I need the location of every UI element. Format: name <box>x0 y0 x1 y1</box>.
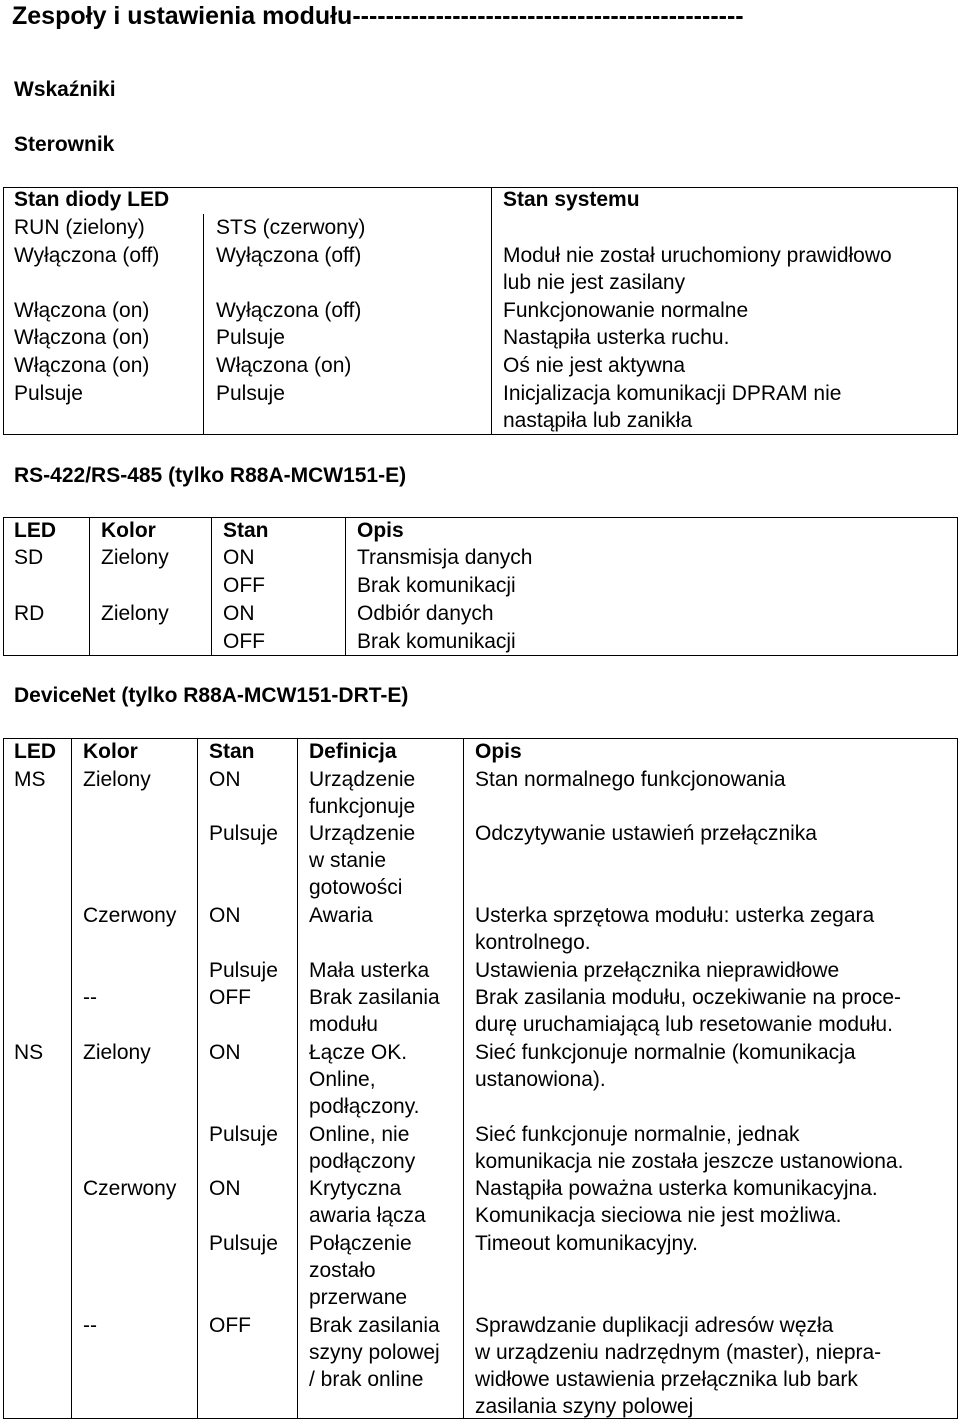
subheader-run: RUN (zielony) <box>14 216 145 239</box>
table-cell: Funkcjonowanie normalne <box>503 299 749 322</box>
table-cell: Awaria <box>309 904 373 927</box>
table-cell: Brak komunikacji <box>357 574 516 597</box>
table-border <box>297 738 298 1419</box>
table-cell: gotowości <box>309 876 403 899</box>
table-cell: Zielony <box>83 768 151 791</box>
table-cell: OFF <box>223 630 265 653</box>
table-border <box>3 517 958 518</box>
table-cell: Online, <box>309 1068 376 1091</box>
table-cell: Wyłączona (off) <box>216 244 362 267</box>
table-border <box>3 187 4 435</box>
table-cell: Pulsuje <box>216 326 285 349</box>
table-cell: Mała usterka <box>309 959 430 982</box>
table-cell: Brak zasilania modułu, oczekiwanie na proce- <box>475 986 902 1009</box>
table-cell: Urządzenie <box>309 822 416 845</box>
header-desc: Opis <box>475 740 522 763</box>
header-led: LED <box>14 519 56 542</box>
section-heading-controller: Sterownik <box>14 133 115 156</box>
header-state: Stan <box>223 519 269 542</box>
table-cell: szyny polowej <box>309 1341 440 1364</box>
table-cell: przerwane <box>309 1286 408 1309</box>
table-cell: OFF <box>209 1314 251 1337</box>
table-cell: w stanie <box>309 849 387 872</box>
table-cell: Pulsuje <box>209 1232 278 1255</box>
table-cell: podłączony. <box>309 1095 420 1118</box>
table-cell: Stan normalnego funkcjonowania <box>475 768 786 791</box>
table-cell: ON <box>209 1041 241 1064</box>
table-cell: RD <box>14 602 45 625</box>
table-cell: Odbiór danych <box>357 602 494 625</box>
table-cell: SD <box>14 546 44 569</box>
header-color: Kolor <box>83 740 138 763</box>
table-cell: Nastąpiła usterka ruchu. <box>503 326 730 349</box>
table-border <box>957 738 958 1419</box>
table-cell: Moduł nie został uruchomiony prawidłowo <box>503 244 892 267</box>
table-border <box>463 738 464 1419</box>
table-cell: Odczytywanie ustawień przełącznika <box>475 822 817 845</box>
table-cell: Zielony <box>83 1041 151 1064</box>
table-cell: -- <box>83 1314 97 1337</box>
table-cell: Czerwony <box>83 1177 177 1200</box>
table-cell: ON <box>223 546 255 569</box>
table-cell: Połączenie <box>309 1232 412 1255</box>
section-heading-rs: RS-422/RS-485 (tylko R88A-MCW151-E) <box>14 464 407 487</box>
table-border <box>491 187 492 435</box>
header-system-state: Stan systemu <box>503 188 640 211</box>
table-border <box>89 517 90 656</box>
table-cell: Ustawienia przełącznika nieprawidłowe <box>475 959 840 982</box>
table-cell: OFF <box>209 986 251 1009</box>
table-cell: Urządzenie <box>309 768 416 791</box>
table-cell: Łącze OK. <box>309 1041 408 1064</box>
table-border <box>203 214 204 435</box>
header-color: Kolor <box>101 519 156 542</box>
table-border <box>3 738 4 1419</box>
table-cell: Brak komunikacji <box>357 630 516 653</box>
table-cell: Oś nie jest aktywna <box>503 354 686 377</box>
header-state: Stan <box>209 740 255 763</box>
table-cell: Nastąpiła poważna usterka komunikacyjna. <box>475 1177 878 1200</box>
table-cell: Zielony <box>101 546 169 569</box>
table-cell: Włączona (on) <box>14 354 150 377</box>
header-definition: Definicja <box>309 740 397 763</box>
table-cell: modułu <box>309 1013 378 1036</box>
table-cell: Komunikacja sieciowa nie jest możliwa. <box>475 1204 842 1227</box>
table-cell: Online, nie <box>309 1123 410 1146</box>
table-cell: awaria łącza <box>309 1204 426 1227</box>
table-cell: / brak online <box>309 1368 424 1391</box>
section-heading-devicenet: DeviceNet (tylko R88A-MCW151-DRT-E) <box>14 684 409 707</box>
table-cell: Sieć funkcjonuje normalnie, jednak <box>475 1123 800 1146</box>
table-cell: Wyłączona (off) <box>216 299 362 322</box>
header-led: LED <box>14 740 56 763</box>
table-cell: Czerwony <box>83 904 177 927</box>
header-desc: Opis <box>357 519 404 542</box>
table-cell: kontrolnego. <box>475 931 591 954</box>
table-cell: funkcjonuje <box>309 795 416 818</box>
table-border <box>345 517 346 656</box>
table-border <box>211 517 212 656</box>
table-cell: Pulsuje <box>216 382 285 405</box>
table-border <box>957 517 958 656</box>
table-border <box>3 517 4 656</box>
table-cell: Wyłączona (off) <box>14 244 160 267</box>
table-cell: Sprawdzanie duplikacji adresów węzła <box>475 1314 834 1337</box>
table-border <box>3 655 958 656</box>
page-title: Zespoły i ustawienia modułu----------------------------------------------- <box>12 2 744 30</box>
table-cell: NS <box>14 1041 44 1064</box>
table-cell: Usterka sprzętowa modułu: usterka zegara <box>475 904 875 927</box>
table-cell: ON <box>209 768 241 791</box>
table-cell: w urządzeniu nadrzędnym (master), niepra- <box>475 1341 882 1364</box>
table-cell: Pulsuje <box>14 382 83 405</box>
subheader-sts: STS (czerwony) <box>216 216 366 239</box>
table-cell: OFF <box>223 574 265 597</box>
table-cell: Włączona (on) <box>14 326 150 349</box>
table-cell: ON <box>209 1177 241 1200</box>
table-cell: widłowe ustawienia przełącznika lub bark <box>475 1368 858 1391</box>
table-cell: zostało <box>309 1259 376 1282</box>
table-cell: MS <box>14 768 46 791</box>
table-cell: Brak zasilania <box>309 1314 440 1337</box>
table-cell: ON <box>223 602 255 625</box>
table-cell: zasilania szyny polowej <box>475 1395 694 1418</box>
table-border <box>71 738 72 1419</box>
table-cell: ON <box>209 904 241 927</box>
table-cell: Krytyczna <box>309 1177 402 1200</box>
table-cell: ustanowiona). <box>475 1068 606 1091</box>
table-cell: durę uruchamiającą lub resetowanie modułu. <box>475 1013 893 1036</box>
table-cell: Inicjalizacja komunikacji DPRAM nie <box>503 382 842 405</box>
table-cell: nastąpiła lub zanikła <box>503 409 693 432</box>
table-border <box>3 738 958 739</box>
table-cell: podłączony <box>309 1150 416 1173</box>
table-cell: Pulsuje <box>209 1123 278 1146</box>
table-cell: Zielony <box>101 602 169 625</box>
table-cell: komunikacja nie została jeszcze ustanowiona. <box>475 1150 904 1173</box>
table-cell: -- <box>83 986 97 1009</box>
table-cell: Włączona (on) <box>14 299 150 322</box>
table-cell: lub nie jest zasilany <box>503 271 686 294</box>
table-border <box>197 738 198 1419</box>
table-border <box>957 187 958 435</box>
table-cell: Włączona (on) <box>216 354 352 377</box>
table-cell: Sieć funkcjonuje normalnie (komunikacja <box>475 1041 856 1064</box>
table-cell: Pulsuje <box>209 959 278 982</box>
table-cell: Brak zasilania <box>309 986 440 1009</box>
table-border <box>3 434 958 435</box>
table-cell: Transmisja danych <box>357 546 533 569</box>
table-cell: Timeout komunikacyjny. <box>475 1232 698 1255</box>
table-cell: Pulsuje <box>209 822 278 845</box>
section-heading-indicators: Wskaźniki <box>14 78 116 101</box>
header-led-state: Stan diody LED <box>14 188 170 211</box>
